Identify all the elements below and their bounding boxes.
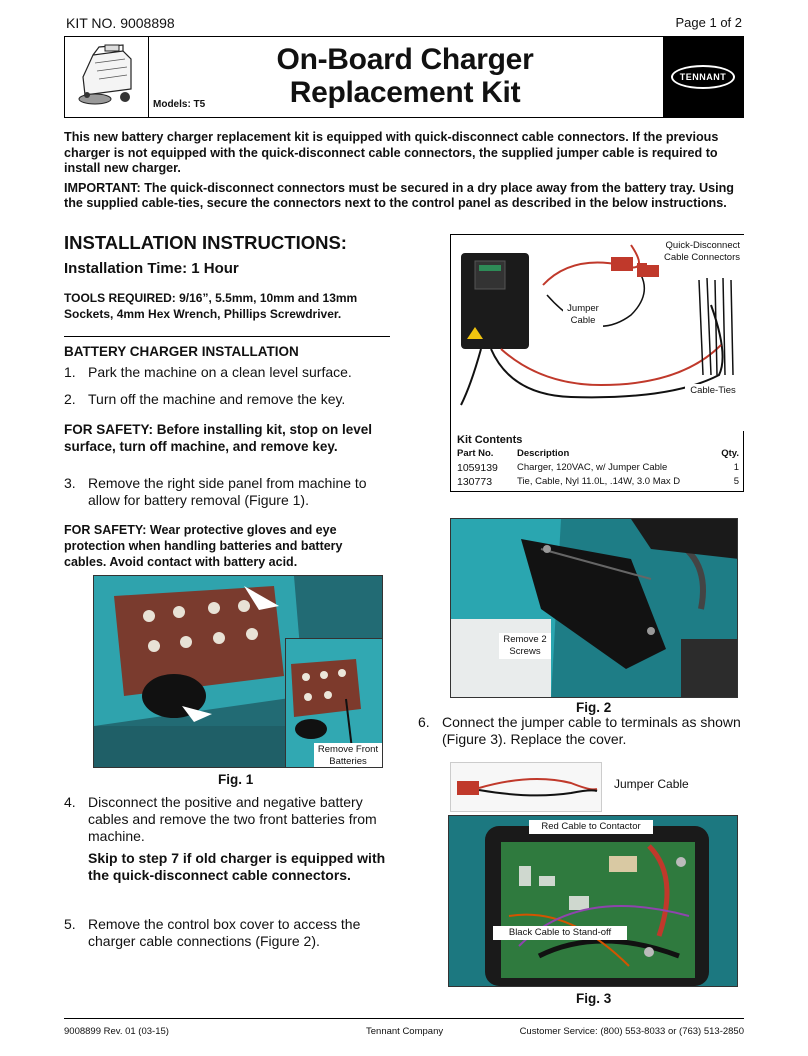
cell-qty: 1 — [733, 462, 739, 473]
step-number: 1. — [64, 364, 76, 380]
col-description: Description — [517, 448, 570, 459]
footer-divider — [64, 1018, 744, 1019]
title-line-1: On-Board Charger — [276, 43, 534, 76]
figure-1-callout: Remove Front Batteries — [314, 743, 382, 768]
step-number: 4. — [64, 794, 76, 810]
cell-qty: 5 — [733, 476, 739, 487]
tennant-logo — [663, 37, 743, 117]
skip-note: Skip to step 7 if old charger is equipped with the quick-disconnect cable connectors. — [88, 850, 386, 883]
figure-3-photo — [448, 815, 738, 987]
step-text: Remove the control box cover to access the charger cable connections (Figure 2). — [88, 916, 361, 949]
cell-description: Charger, 120VAC, w/ Jumper Cable — [517, 462, 668, 473]
intro-text — [64, 130, 744, 216]
figure-2-caption: Fig. 2 — [576, 700, 612, 715]
section-divider — [64, 336, 390, 337]
machine-thumbnail — [65, 37, 149, 117]
step-text: Park the machine on a clean level surface. — [88, 364, 352, 380]
jumper-cable-label: Jumper Cable — [614, 777, 689, 791]
jumper-cable-photo — [450, 762, 602, 812]
safety-note-1: FOR SAFETY: Before installing kit, stop on level surface, turn off machine, and remove key. — [64, 422, 373, 454]
section-heading: BATTERY CHARGER INSTALLATION — [64, 344, 299, 359]
models-label: Models: T5 — [153, 99, 206, 110]
cell-description: Tie, Cable, Nyl 11.0L, .14W, 3.0 Max D — [517, 476, 681, 487]
logo-text: TENNANT — [671, 65, 735, 89]
intro-paragraph-1: This new battery charger replacement kit is equipped with quick-disconnect cable connectors. If the previous charger is not equipped with the quick-disconnect cable connectors, the supplied jumper cable is required to install new charger. — [64, 130, 719, 175]
cell-part-no: 1059139 — [457, 462, 498, 474]
step-number: 6. — [418, 714, 430, 730]
table-header — [457, 447, 739, 461]
tools-required: TOOLS REQUIRED: 9/16”, 5.5mm, 10mm and 13mm Sockets, 4mm Hex Wrench, Phillips Screwdriver. — [64, 291, 358, 321]
step-3 — [64, 475, 394, 509]
kit-number: KIT NO. 9008898 — [66, 15, 175, 31]
title-line-2: Replacement Kit — [289, 76, 521, 109]
step-5 — [64, 916, 394, 950]
intro-paragraph-2: IMPORTANT: The quick-disconnect connectors must be secured in a dry place away from the battery tray. Using the supplied cable-ties, secure the connectors next to the control panel as described in the below instructions. — [64, 180, 734, 210]
figure-2-callout: Remove 2 Screws — [499, 633, 551, 659]
step-4 — [64, 794, 394, 845]
step-text: Turn off the machine and remove the key. — [88, 391, 346, 407]
step-6 — [418, 714, 744, 748]
kit-contents-heading: Kit Contents — [457, 434, 523, 446]
cable-ties-callout: Cable-Ties — [685, 384, 741, 398]
page-indicator: Page 1 of 2 — [675, 15, 742, 30]
jumper-callout: Jumper Cable — [563, 302, 603, 328]
kit-contents-table — [457, 433, 739, 489]
step-text: Disconnect the positive and negative battery cables and remove the two front batteries from machine. — [88, 794, 377, 844]
step-1 — [64, 364, 394, 381]
black-cable-callout: Black Cable to Stand-off — [493, 926, 627, 940]
table-row — [457, 475, 739, 489]
connectors-callout: Quick-Disconnect Cable Connectors — [647, 239, 743, 265]
installation-heading: INSTALLATION INSTRUCTIONS: — [64, 232, 347, 253]
figure-1-inset-photo — [285, 638, 383, 768]
step-text: Remove the right side panel from machine to allow for battery removal (Figure 1). — [88, 475, 367, 508]
installation-time: Installation Time: 1 Hour — [64, 260, 239, 277]
step-number: 2. — [64, 391, 76, 407]
step-number: 5. — [64, 916, 76, 932]
footer-company: Tennant Company — [366, 1026, 444, 1037]
red-cable-callout: Red Cable to Contactor — [529, 820, 653, 834]
col-part-no: Part No. — [457, 448, 494, 459]
cell-part-no: 130773 — [457, 476, 493, 488]
footer-doc-rev: 9008899 Rev. 01 (03-15) — [64, 1026, 169, 1037]
step-2 — [64, 391, 394, 408]
col-qty: Qty. — [721, 448, 739, 459]
kit-contents-box — [450, 234, 744, 492]
figure-2-photo — [450, 518, 738, 698]
step-number: 3. — [64, 475, 76, 491]
page-title — [225, 43, 585, 109]
figure-1-caption: Fig. 1 — [218, 772, 254, 787]
table-row — [457, 461, 739, 475]
footer-service: Customer Service: (800) 553-8033 or (763) 513-2850 — [519, 1026, 744, 1037]
safety-note-2: FOR SAFETY: Wear protective gloves and eye protection when handling batteries and battery cables. Avoid contact with battery acid. — [64, 523, 343, 569]
step-text: Connect the jumper cable to terminals as shown (Figure 3). Replace the cover. — [442, 714, 741, 747]
title-block — [64, 36, 744, 118]
figure-3-caption: Fig. 3 — [576, 991, 612, 1006]
